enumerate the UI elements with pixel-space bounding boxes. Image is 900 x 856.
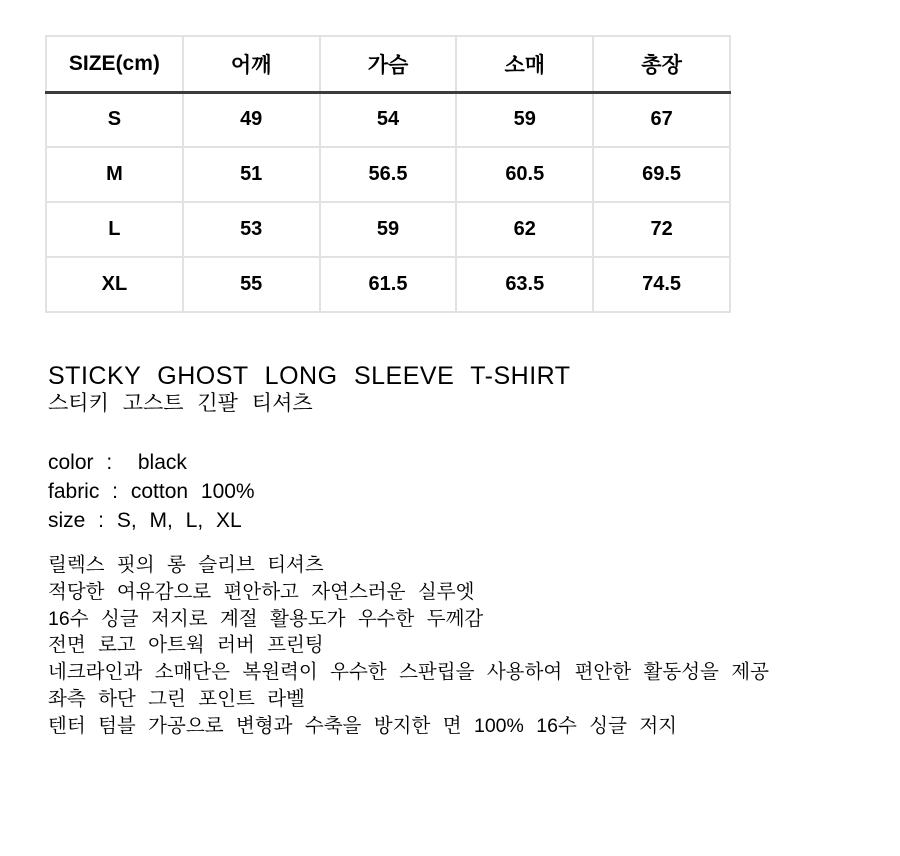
feature-fabric-weight: 16수 싱글 저지로 계절 활용도가 우수한 두께감 xyxy=(48,607,484,630)
product-title-en: STICKY GHOST LONG SLEEVE T-SHIRT xyxy=(48,362,571,390)
feature-silhouette: 적당한 여유감으로 편안하고 자연스러운 실루엣 xyxy=(48,580,475,603)
header-sleeve: 소매 xyxy=(456,36,593,92)
table-row-m xyxy=(46,147,730,202)
value-total-length: 67 xyxy=(593,92,730,147)
product-spec-list xyxy=(48,448,868,535)
header-chest: 가슴 xyxy=(320,36,457,92)
value-shoulder: 55 xyxy=(183,257,320,312)
feature-finish: 텐터 텀블 가공으로 변형과 수축을 방지한 면 100% 16수 싱글 저지 xyxy=(48,714,677,737)
header-shoulder: 어깨 xyxy=(183,36,320,92)
value-total-length: 72 xyxy=(593,202,730,257)
size-chart-body xyxy=(46,92,730,312)
spec-color: color : black xyxy=(48,451,187,474)
value-sleeve: 59 xyxy=(456,92,593,147)
table-header-row xyxy=(46,36,730,92)
feature-print: 전면 로고 아트웍 러버 프린팅 xyxy=(48,634,324,657)
value-shoulder: 51 xyxy=(183,147,320,202)
value-sleeve: 62 xyxy=(456,202,593,257)
size-label: L xyxy=(46,202,183,257)
spec-fabric: fabric : cotton 100% xyxy=(48,480,255,503)
value-shoulder: 53 xyxy=(183,202,320,257)
value-sleeve: 60.5 xyxy=(456,147,593,202)
product-title-ko: 스티키 고스트 긴팔 티셔츠 xyxy=(48,392,313,415)
size-label: S xyxy=(46,92,183,147)
value-chest: 54 xyxy=(320,92,457,147)
size-label: XL xyxy=(46,257,183,312)
size-label: M xyxy=(46,147,183,202)
value-chest: 56.5 xyxy=(320,147,457,202)
feature-label: 좌측 하단 그린 포인트 라벨 xyxy=(48,687,305,710)
value-total-length: 74.5 xyxy=(593,257,730,312)
table-row-l xyxy=(46,202,730,257)
value-total-length: 69.5 xyxy=(593,147,730,202)
feature-fit: 릴렉스 핏의 롱 슬리브 티셔츠 xyxy=(48,554,324,576)
table-row-xl xyxy=(46,257,730,312)
product-feature-list xyxy=(48,552,868,740)
product-description-block xyxy=(48,361,868,740)
value-shoulder: 49 xyxy=(183,92,320,147)
header-size-cm: SIZE(cm) xyxy=(46,36,183,92)
value-chest: 59 xyxy=(320,202,457,257)
size-chart-header xyxy=(46,36,730,92)
value-sleeve: 63.5 xyxy=(456,257,593,312)
table-row-s xyxy=(46,92,730,147)
value-chest: 61.5 xyxy=(320,257,457,312)
header-total-length: 총장 xyxy=(593,36,730,92)
size-chart-table xyxy=(45,35,731,313)
spec-size: size : S, M, L, XL xyxy=(48,509,242,532)
feature-neckline: 네크라인과 소매단은 복원력이 우수한 스판립을 사용하여 편안한 활동성을 제공 xyxy=(48,661,769,684)
